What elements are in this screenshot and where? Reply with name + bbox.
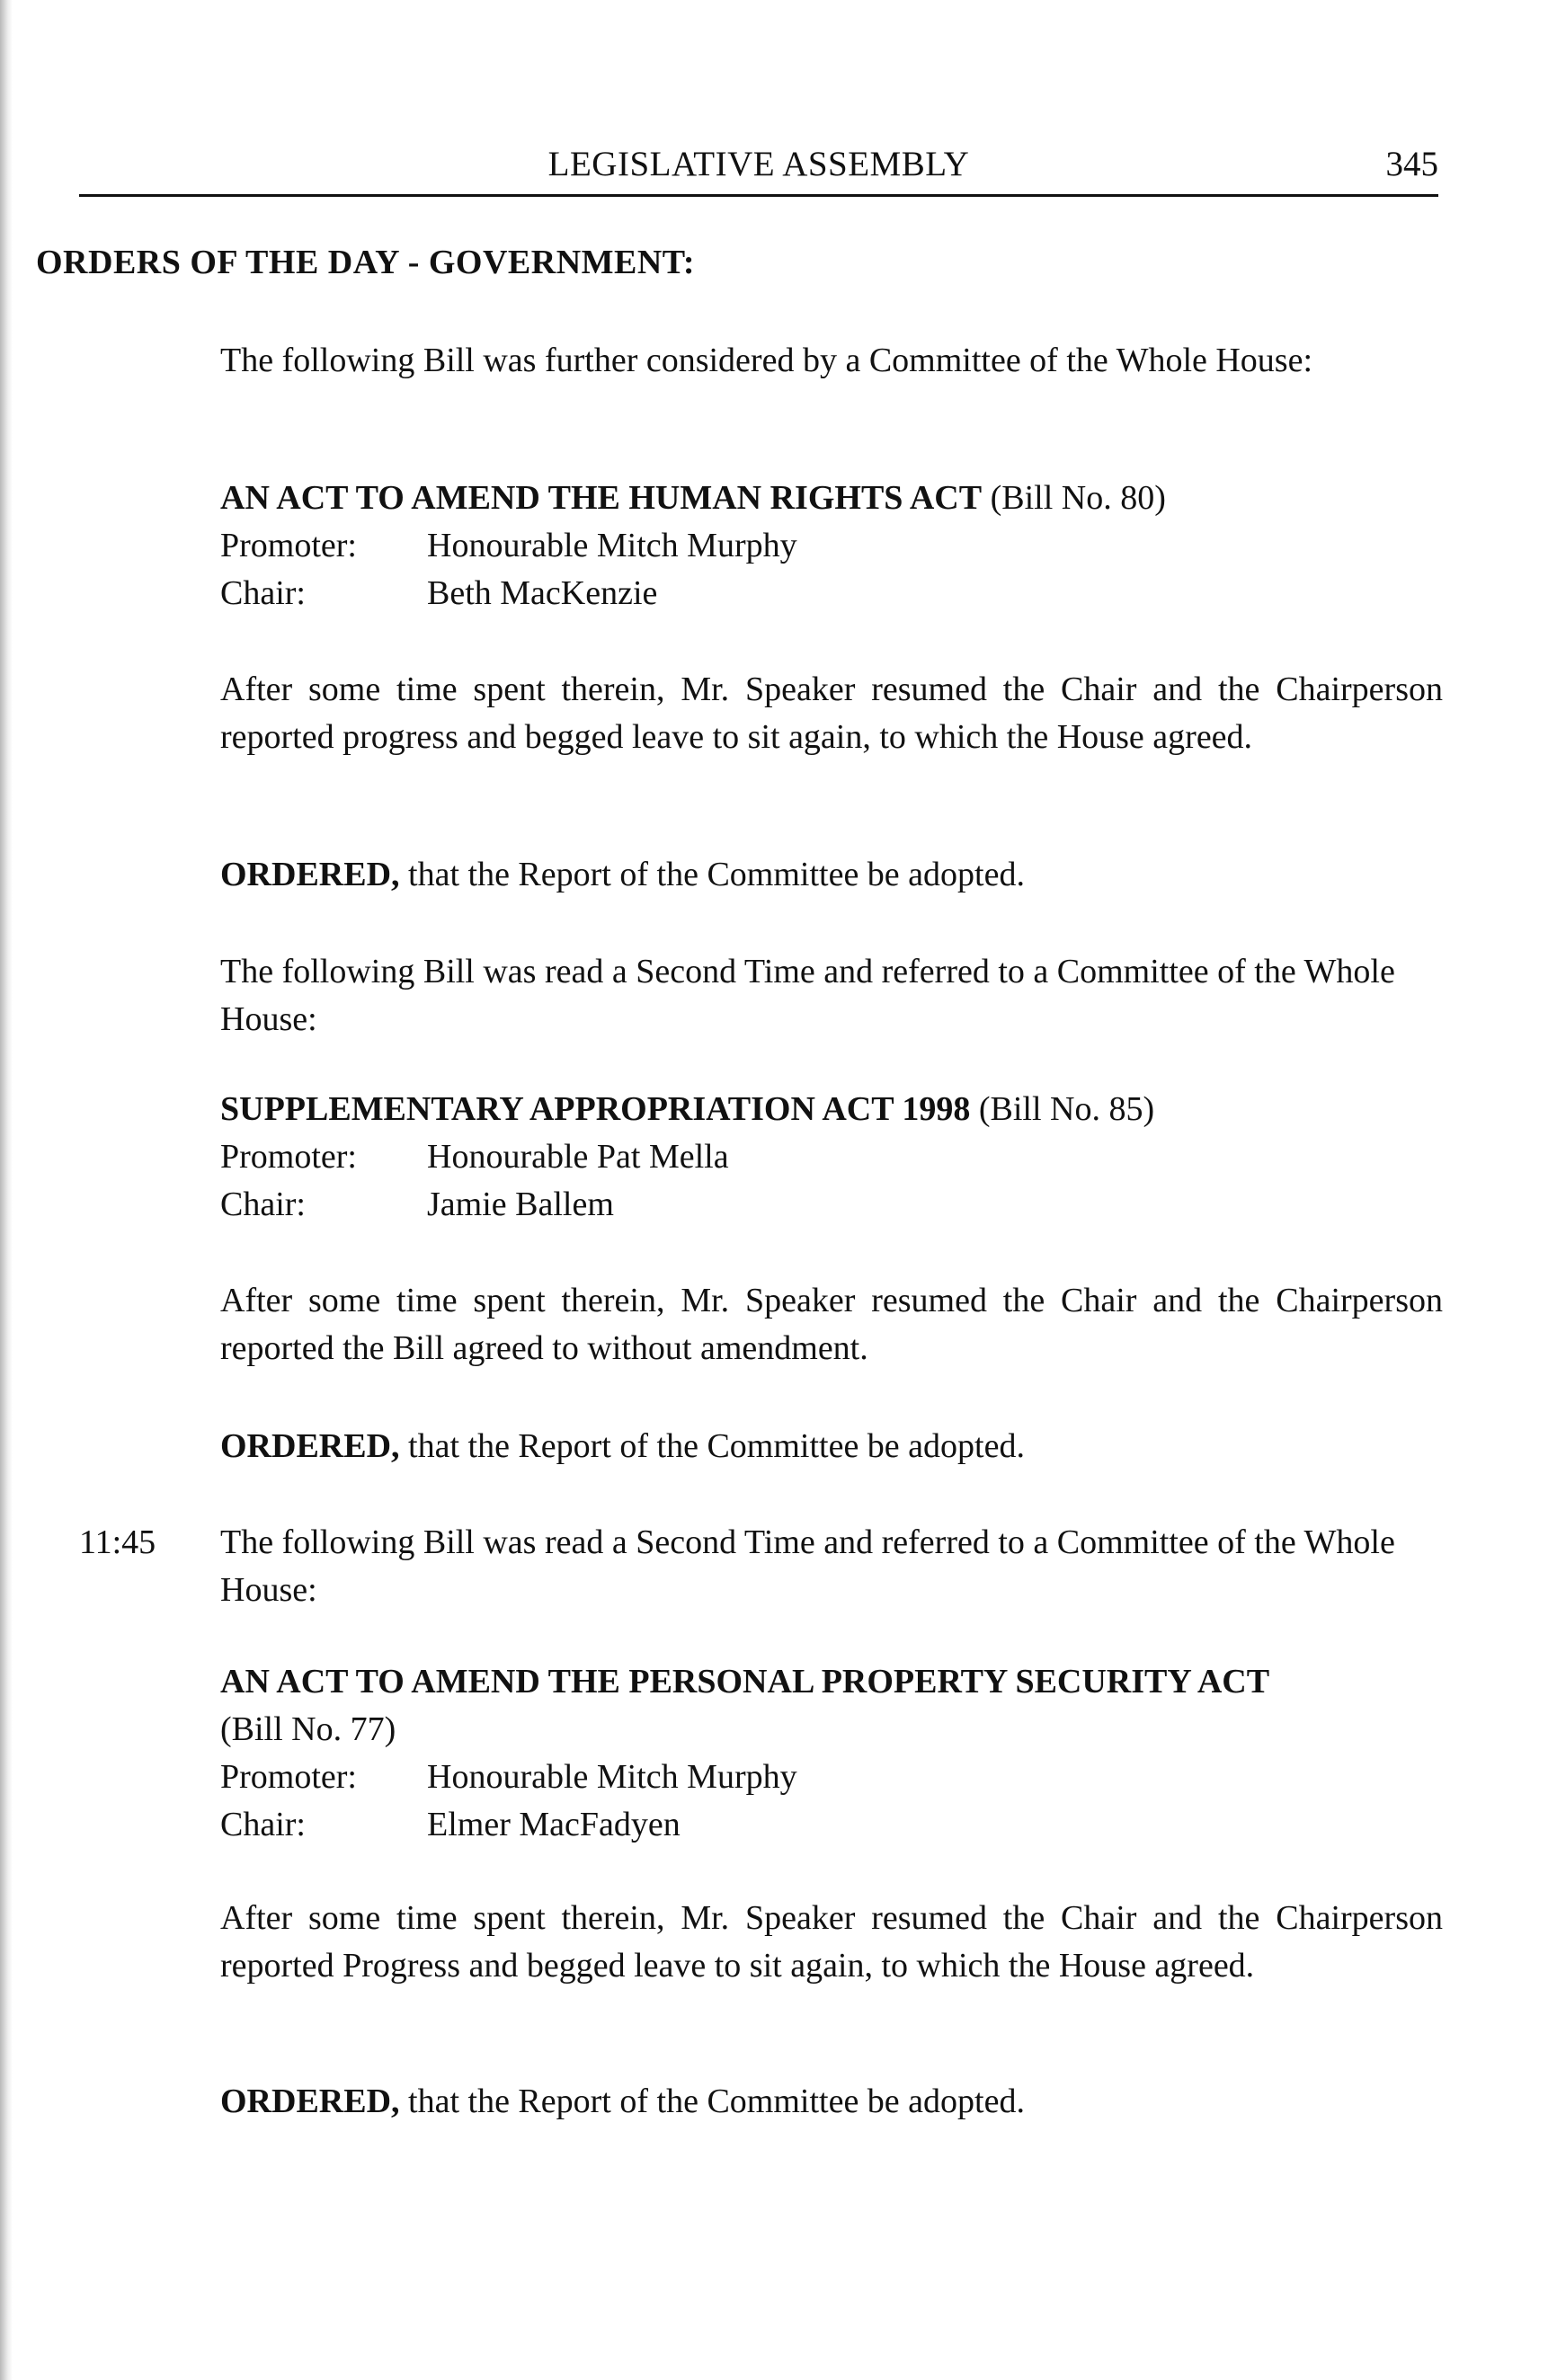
bill-title: AN ACT TO AMEND THE PERSONAL PROPERTY SECURITY ACT (220, 1663, 1270, 1701)
ordered-label: ORDERED, (220, 2082, 400, 2120)
promoter-name: Honourable Mitch Murphy (427, 527, 797, 564)
bill-number: (Bill No. 85) (970, 1090, 1155, 1128)
section-heading: ORDERS OF THE DAY - GOVERNMENT: (36, 244, 695, 281)
promoter-label: Promoter: (220, 1758, 357, 1796)
bill-heading (220, 1086, 1443, 1133)
ordered-text: that the Report of the Committee be adopted. (399, 1427, 1025, 1465)
ordered-text: that the Report of the Committee be adopted. (399, 2082, 1025, 2120)
block-intro: The following Bill was read a Second Time and referred to a Committee of the Whole House: (220, 1523, 1395, 1609)
promoter-row (220, 522, 1443, 570)
bill-title: AN ACT TO AMEND THE HUMAN RIGHTS ACT (220, 479, 983, 517)
bill-number: (Bill No. 80) (982, 479, 1166, 517)
time-marker: 11:45 (79, 1523, 156, 1561)
promoter-label: Promoter: (220, 1138, 357, 1176)
promoter-name: Honourable Pat Mella (427, 1138, 729, 1176)
ordered-text: that the Report of the Committee be adopted. (399, 856, 1025, 893)
chair-label: Chair: (220, 574, 306, 612)
ordered-label: ORDERED, (220, 856, 400, 893)
ordered-line (220, 1423, 1443, 1470)
chair-label: Chair: (220, 1186, 306, 1223)
chair-name: Elmer MacFadyen (427, 1806, 681, 1843)
page-number: 345 (1385, 145, 1438, 183)
chair-row (220, 570, 1443, 617)
bill-number: (Bill No. 77) (220, 1710, 396, 1748)
chair-row (220, 1801, 1443, 1849)
bill-number-row (220, 1706, 1443, 1754)
scan-edge-shadow (0, 0, 13, 2380)
block-result: After some time spent therein, Mr. Speaker resumed the Chair and the Chairperson reported Progress and begged leave to sit again, to which the House agreed. (220, 1899, 1443, 1985)
page-header (79, 144, 1438, 189)
block-intro: The following Bill was read a Second Time and referred to a Committee of the Whole House: (220, 953, 1395, 1038)
ordered-label: ORDERED, (220, 1427, 400, 1465)
promoter-label: Promoter: (220, 527, 357, 564)
chair-name: Beth MacKenzie (427, 574, 658, 612)
block-result: After some time spent therein, Mr. Speaker resumed the Chair and the Chairperson reported progress and begged leave to sit again, to which the House agreed. (220, 670, 1443, 756)
ordered-line (220, 851, 1443, 899)
bill-heading (220, 1658, 1443, 1706)
chair-name: Jamie Ballem (427, 1186, 614, 1223)
promoter-name: Honourable Mitch Murphy (427, 1758, 797, 1796)
promoter-row (220, 1754, 1443, 1801)
promoter-row (220, 1133, 1443, 1181)
bill-title: SUPPLEMENTARY APPROPRIATION ACT 1998 (220, 1090, 971, 1128)
block-result: After some time spent therein, Mr. Speaker resumed the Chair and the Chairperson reported the Bill agreed to without amendment. (220, 1282, 1443, 1367)
chair-row (220, 1181, 1443, 1229)
ordered-line (220, 2078, 1443, 2126)
header-title: LEGISLATIVE ASSEMBLY (547, 145, 970, 183)
block-intro: The following Bill was further considered by a Committee of the Whole House: (220, 342, 1313, 379)
chair-label: Chair: (220, 1806, 306, 1843)
header-rule (79, 194, 1438, 197)
bill-heading (220, 475, 1443, 522)
